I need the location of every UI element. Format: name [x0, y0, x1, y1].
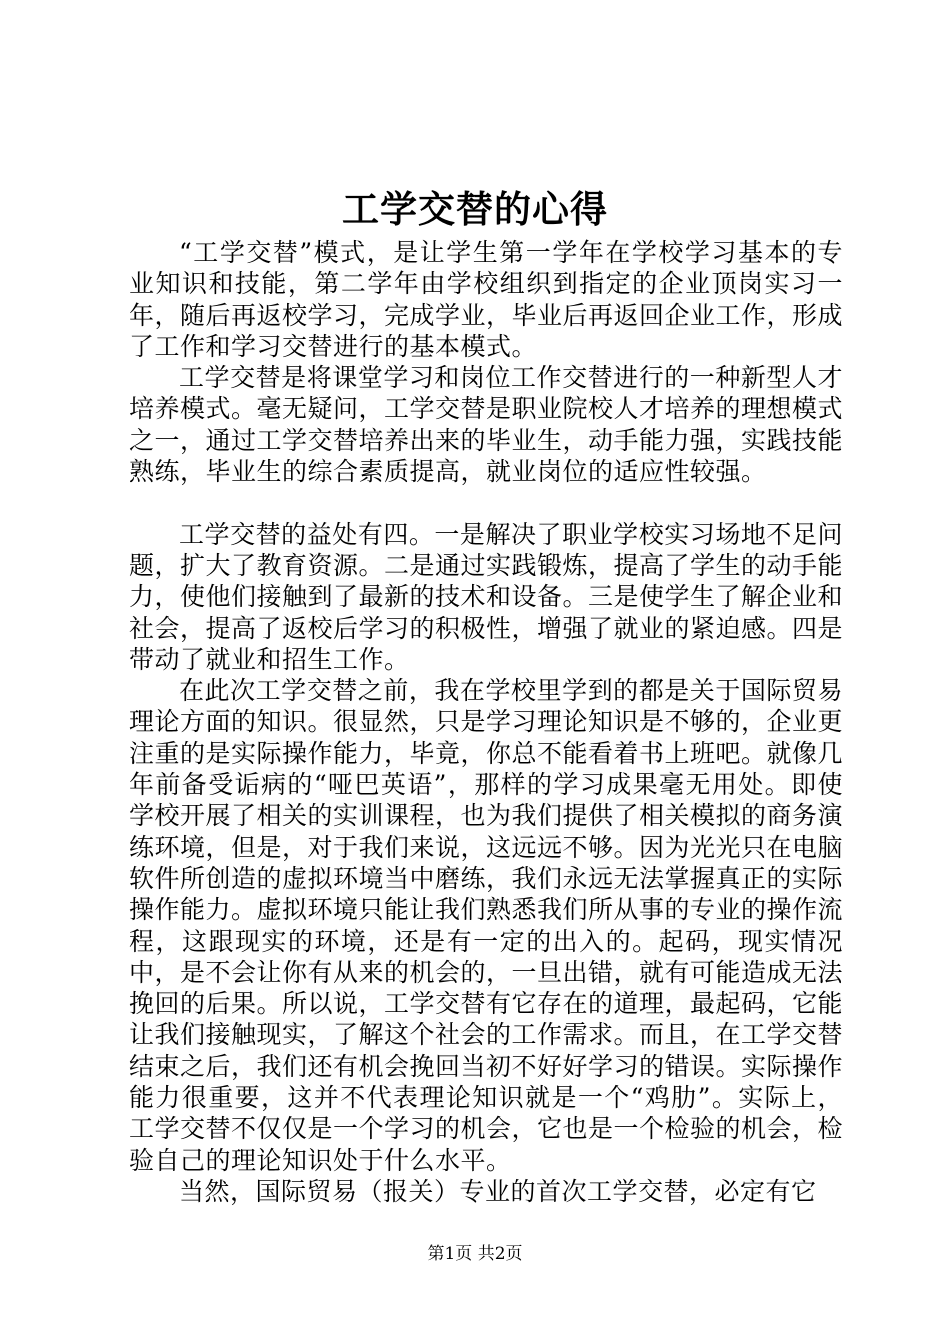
paragraph: 在此次工学交替之前，我在学校里学到的都是关于国际贸易理论方面的知识。很显然，只是学习理论知识是不够的，企业更注重的是实际操作能力，毕竟，你总不能看着书上班吧。就像几年前备受诟病的“哑巴英语”，那样的学习成果毫无用处。即使学校开展了相关的实训课程，也为我们提供了相关模拟的商务演练环境，但是，对于我们来说，这远远不够。因为光光只在电脑软件所创造的虚拟环境当中磨练，我们永远无法掌握真正的实际操作能力。虚拟环境只能让我们熟悉我们所从事的专业的操作流程，这跟现实的环境，还是有一定的出入的。起码，现实情况中，是不会让你有从来的机会的，一旦出错，就有可能造成无法挽回的后果。所以说，工学交替有它存在的道理，最起码，它能让我们接触现实，了解这个社会的工作需求。而且，在工学交替结束之后，我们还有机会挽回当初不好好学习的错误。实际操作能力很重要，这并不代表理论知识就是一个“鸡肋”。实际上，工学交替不仅仅是一个学习的机会，它也是一个检验的机会，检验自己的理论知识处于什么水平。 [129, 676, 844, 1175]
page-number: 第1页 共2页 [427, 1244, 523, 1264]
paragraph: 工学交替的益处有四。一是解决了职业学校实习场地不足问题，扩大了教育资源。二是通过实践锻炼，提高了学生的动手能力，使他们接触到了最新的技术和设备。三是使学生了解企业和社会，提高了返校后学习的积极性，增强了就业的紧迫感。四是带动了就业和招生工作。 [129, 519, 844, 674]
paragraph: 当然，国际贸易（报关）专业的首次工学交替，必定有它 [179, 1176, 817, 1206]
paragraph: “工学交替”模式，是让学生第一学年在学校学习基本的专业知识和技能，第二学年由学校组织到指定的企业顶岗实习一年，随后再返校学习，完成学业，毕业后再返回企业工作，形成了工作和学习交替进行的基本模式。 [129, 238, 844, 361]
page-title: 工学交替的心得 [342, 187, 608, 231]
document-body [129, 237, 843, 1207]
paragraph-spacer [129, 487, 843, 518]
paragraph: 工学交替是将课堂学习和岗位工作交替进行的一种新型人才培养模式。毫无疑问，工学交替是职业院校人才培养的理想模式之一，通过工学交替培养出来的毕业生，动手能力强，实践技能熟练，毕业生的综合素质提高，就业岗位的适应性较强。 [129, 363, 844, 487]
